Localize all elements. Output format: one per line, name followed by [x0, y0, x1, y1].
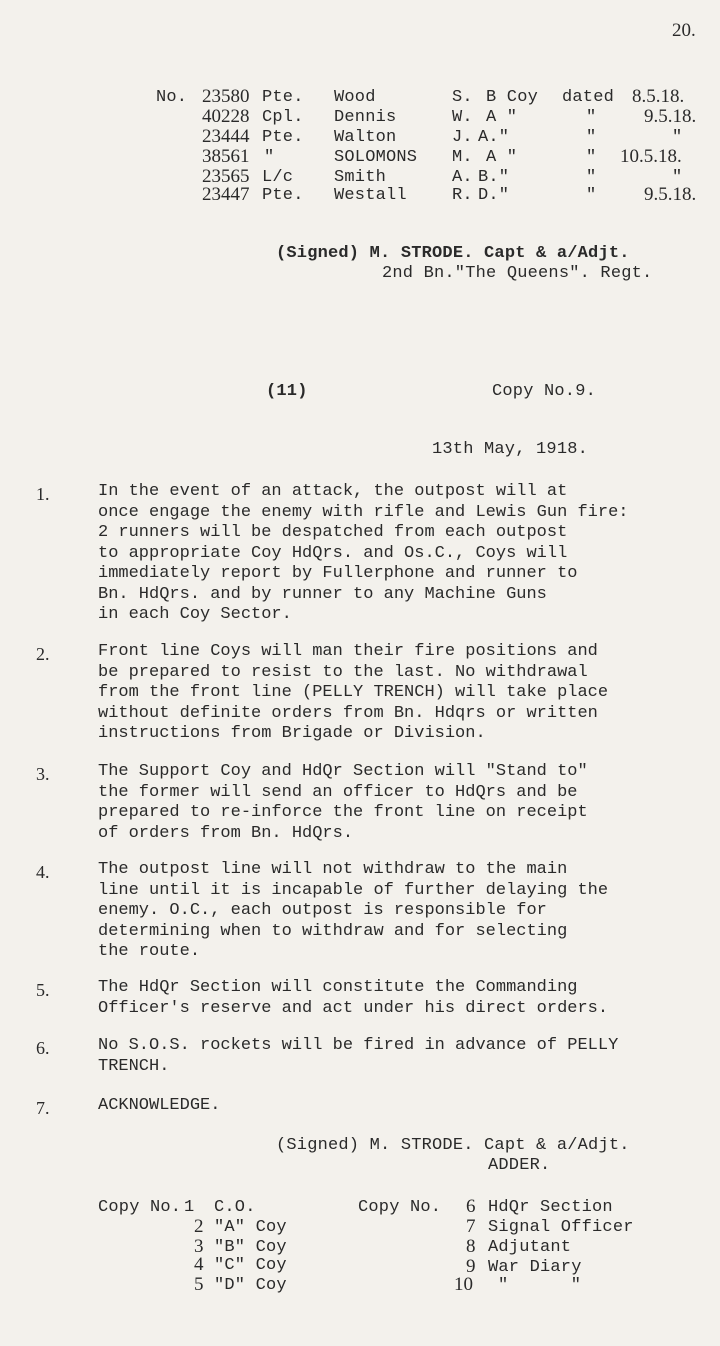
copy-no: 2	[194, 1216, 204, 1237]
roll-dated: "	[586, 186, 597, 205]
signature-line: (Signed) M. STRODE. Capt & a/Adjt.	[276, 244, 630, 263]
paragraph-text: In the event of an attack, the outpost will at once engage the enemy with rifle and Lewis Gun fire: 2 runners will be despatched from each outpost to appropriate Coy HdQrs. and Os.C., Coys will immediately report by Fullerphone and runner to Bn. HdQrs. and by runner to any Machine Guns in each Coy Sector.	[98, 482, 629, 624]
roll-coy: B Coy	[486, 88, 539, 107]
roll-dated: "	[586, 128, 597, 147]
copy-recipient: "A" Coy	[214, 1218, 287, 1237]
copy-recipient: " "	[498, 1276, 582, 1295]
roll-initial: R.	[452, 186, 473, 205]
roll-number: 23580	[202, 86, 250, 107]
unit-line: 2nd Bn."The Queens". Regt.	[382, 264, 653, 283]
roll-coy: B."	[478, 168, 510, 187]
roll-dated: dated	[562, 88, 615, 107]
roll-date: 9.5.18.	[644, 184, 697, 205]
copy-recipient: Adjutant	[488, 1238, 572, 1257]
roll-dated: "	[586, 108, 597, 127]
copy-no: 3	[194, 1236, 204, 1257]
roll-name: Wood	[334, 88, 376, 107]
copy-no: 6	[466, 1196, 476, 1217]
paragraph-number: 7.	[36, 1098, 50, 1118]
roll-rank: Pte.	[262, 186, 304, 205]
roll-name: Smith	[334, 168, 387, 187]
copy-no: 9	[466, 1256, 476, 1277]
copy-no: 8	[466, 1236, 476, 1257]
roll-coy: A."	[478, 128, 510, 147]
copy-recipient: Signal Officer	[488, 1218, 634, 1237]
copy-recipient: HdQr Section	[488, 1198, 613, 1217]
order-reference: (11)	[266, 382, 308, 401]
codename-line: ADDER.	[488, 1156, 551, 1175]
paragraph-number: 2.	[36, 644, 50, 664]
roll-date: 8.5.18.	[632, 86, 685, 107]
copy-no: 4	[194, 1254, 204, 1275]
roll-number: 38561	[202, 146, 250, 167]
paragraph-number: 4.	[36, 862, 50, 882]
roll-name: Dennis	[334, 108, 397, 127]
roll-date: 10.5.18.	[620, 146, 682, 167]
copy-no: 7	[466, 1216, 476, 1237]
roll-rank: "	[264, 148, 275, 167]
roll-coy: A "	[486, 148, 518, 167]
signature-line: (Signed) M. STRODE. Capt & a/Adjt.	[276, 1136, 630, 1155]
paragraph-number: 1.	[36, 484, 50, 504]
roll-number: 40228	[202, 106, 250, 127]
copy-recipient: C.O.	[214, 1198, 256, 1217]
copy-number: Copy No.9.	[492, 382, 597, 401]
copy-label: Copy No.	[358, 1198, 442, 1217]
copy-no: 10	[454, 1274, 473, 1295]
roll-number: 23565	[202, 166, 250, 187]
copy-recipient: "B" Coy	[214, 1238, 287, 1257]
copy-label: Copy No.	[98, 1198, 182, 1217]
roll-dated: "	[586, 148, 597, 167]
copy-recipient: "C" Coy	[214, 1256, 287, 1275]
roll-rank: L/c	[262, 168, 294, 187]
roll-rank: Cpl.	[262, 108, 304, 127]
copy-no: 1	[184, 1198, 195, 1217]
page-number: 20.	[672, 20, 696, 41]
roll-initial: M.	[452, 148, 473, 167]
paragraph-text: The outpost line will not withdraw to the main line until it is incapable of further delaying the enemy. O.C., each outpost is responsible for determining when to withdraw and for selecting the route.	[98, 860, 609, 961]
roll-initial: S.	[452, 88, 473, 107]
roll-rank: Pte.	[262, 128, 304, 147]
roll-initial: A.	[452, 168, 473, 187]
roll-initial: J.	[452, 128, 473, 147]
roll-number: 23447	[202, 184, 250, 205]
roll-number: 23444	[202, 126, 250, 147]
paragraph-text: The Support Coy and HdQr Section will "Stand to" the former will send an officer to HdQrs and be prepared to re-inforce the front line on receipt of orders from Bn. HdQrs.	[98, 762, 588, 843]
paragraph-number: 5.	[36, 980, 50, 1000]
roll-prefix: No.	[156, 88, 188, 107]
roll-rank: Pte.	[262, 88, 304, 107]
paragraph-text: The HdQr Section will constitute the Commanding Officer's reserve and act under his direct orders.	[98, 978, 609, 1018]
paragraph-number: 3.	[36, 764, 50, 784]
roll-coy: D."	[478, 186, 510, 205]
roll-date: "	[672, 168, 683, 187]
roll-dated: "	[586, 168, 597, 187]
roll-name: Walton	[334, 128, 397, 147]
paragraph-number: 6.	[36, 1038, 50, 1058]
order-date: 13th May, 1918.	[432, 440, 589, 459]
copy-recipient: "D" Coy	[214, 1276, 287, 1295]
paragraph-text: ACKNOWLEDGE.	[98, 1096, 221, 1115]
paragraph-text: Front line Coys will man their fire positions and be prepared to resist to the last. No withdrawal from the front line (PELLY TRENCH) will take place without definite orders from Bn. Hdqrs or written instructions from Brigade or Division.	[98, 642, 609, 743]
paragraph-text: No S.O.S. rockets will be fired in advance of PELLY TRENCH.	[98, 1036, 619, 1076]
roll-date: 9.5.18.	[644, 106, 697, 127]
roll-date: "	[672, 128, 683, 147]
roll-initial: W.	[452, 108, 473, 127]
copy-no: 5	[194, 1274, 204, 1295]
copy-recipient: War Diary	[488, 1258, 582, 1277]
roll-name: SOLOMONS	[334, 148, 418, 167]
roll-name: Westall	[334, 186, 407, 205]
roll-coy: A "	[486, 108, 518, 127]
